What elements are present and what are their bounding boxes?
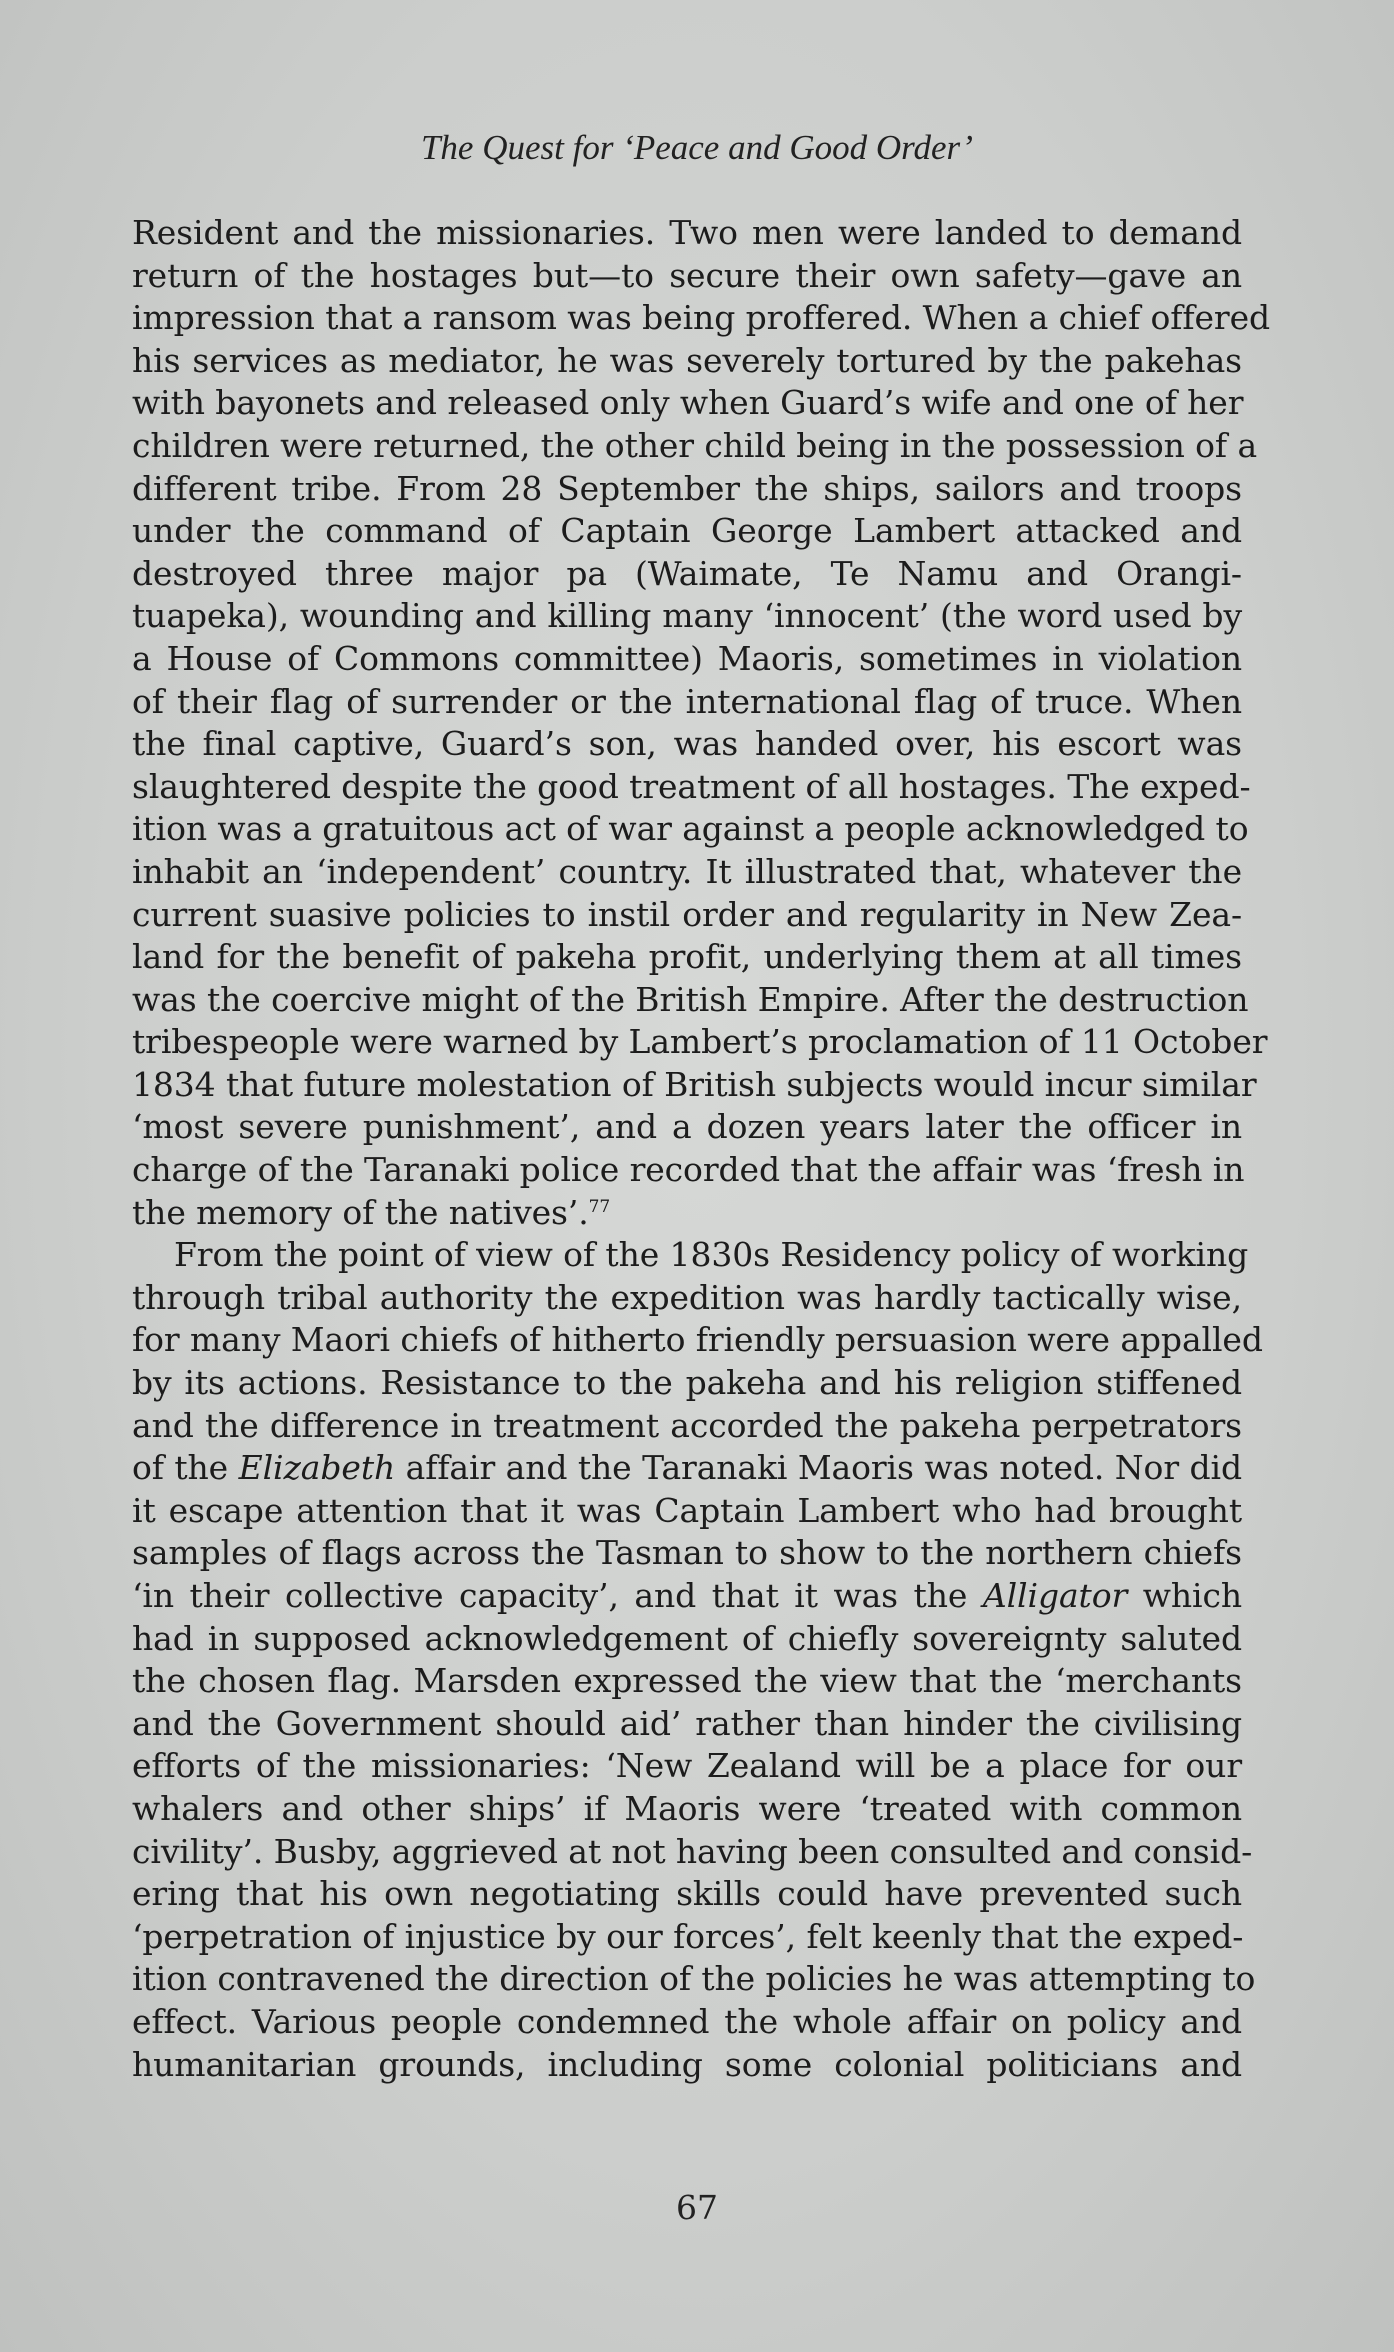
text-line: efforts of the missionaries: ‘New Zealand will be a place for our [132, 1746, 1242, 1786]
body-text [132, 212, 1271, 2086]
text-line [132, 1575, 1242, 1618]
text-line: had in supposed acknowledgement of chiefly sovereignty saluted [132, 1618, 1242, 1658]
text-line: tribespeople were warned by Lambert’s proclamation of 11 October [132, 1022, 1268, 1062]
text-line: it escape attention that it was Captain Lambert who had brought [132, 1490, 1242, 1530]
text-line-last [132, 1192, 1242, 1235]
text-line: 1834 that future molestation of British subjects would incur similar [132, 1064, 1257, 1104]
text-line: return of the hostages but—to secure their own safety—gave an [132, 255, 1242, 295]
text-line: under the command of Captain George Lambert attacked and [132, 511, 1242, 551]
text-line: a House of Commons committee) Maoris, sometimes in violation [132, 638, 1242, 678]
text-line: Resident and the missionaries. Two men were landed to demand [132, 213, 1242, 252]
text-line: slaughtered despite the good treatment of all hostages. The exped- [132, 766, 1251, 806]
text-line: ering that his own negotiating skills could have prevented such [132, 1874, 1242, 1914]
text-line: ition was a gratuitous act of war against a people acknowledged to [132, 809, 1249, 849]
text-line: whalers and other ships’ if Maoris were ‘treated with common [132, 1788, 1242, 1828]
text-line: of their flag of surrender or the international flag of truce. When [132, 681, 1242, 721]
text-line: samples of flags across the Tasman to show to the northern chiefs [132, 1533, 1242, 1573]
text-line: was the coercive might of the British Empire. After the destruction [132, 979, 1249, 1019]
text-line: humanitarian grounds, including some colonial politicians and [132, 2044, 1242, 2084]
text-segment: of the [132, 1448, 239, 1488]
ship-name-elizabeth: Elizabeth [238, 1448, 396, 1488]
text-line: his services as mediator, he was severely tortured by the pakehas [132, 340, 1242, 380]
text-line: different tribe. From 28 September the ships, sailors and troops [132, 468, 1242, 508]
text-line: inhabit an ‘independent’ country. It illustrated that, whatever the [132, 851, 1242, 891]
text-line: ‘most severe punishment’, and a dozen years later the officer in [132, 1107, 1242, 1147]
text-line: civility’. Busby, aggrieved at not having been consulted and consid- [132, 1831, 1253, 1871]
text-line: ‘perpetration of injustice by our forces’, felt keenly that the exped- [132, 1916, 1244, 1956]
text-line: with bayonets and released only when Guard’s wife and one of her [132, 383, 1244, 423]
running-head: The Quest for ‘Peace and Good Order’ [420, 128, 974, 167]
text-line-first: From the point of view of the 1830s Residency policy of working [174, 1235, 1249, 1275]
text-segment: which [1127, 1576, 1242, 1615]
text-line: children were returned, the other child being in the possession of a [132, 425, 1258, 465]
text-line: by its actions. Resistance to the pakeha and his religion stiffened [132, 1363, 1242, 1403]
text-line: effect. Various people condemned the whole affair on policy and [132, 2001, 1242, 2041]
text-line: tuapeka), wounding and killing many ‘innocent’ (the word used by [132, 596, 1242, 636]
footnote-marker: 77 [588, 1196, 611, 1217]
text-segment: ‘in their collective capacity’, and that it was the [132, 1576, 983, 1615]
text-line: impression that a ransom was being proffered. When a chief offered [132, 298, 1271, 338]
text-line: destroyed three major pa (Waimate, Te Namu and Orangi- [132, 553, 1242, 593]
text-line: the final captive, Guard’s son, was handed over, his escort was [132, 724, 1242, 764]
text-segment: affair and the Taranaki Maoris was noted. Nor did [395, 1448, 1242, 1488]
text-line: ition contravened the direction of the policies he was attempting to [132, 1959, 1256, 1999]
text-line: and the Government should aid’ rather than hinder the civilising [132, 1703, 1242, 1743]
ship-name-alligator: Alligator [982, 1576, 1128, 1615]
page-number: 67 [676, 2188, 718, 2227]
text-line: through tribal authority the expedition was hardly tactically wise, [132, 1277, 1242, 1317]
text-line: land for the benefit of pakeha profit, underlying them at all times [132, 937, 1242, 977]
text-segment: the memory of the natives’. [132, 1192, 589, 1232]
text-line: the chosen flag. Marsden expressed the view that the ‘merchants [132, 1661, 1242, 1701]
text-line [132, 1447, 1242, 1490]
text-line: for many Maori chiefs of hitherto friendly persuasion were appalled [132, 1320, 1263, 1360]
text-line: current suasive policies to instil order and regularity in New Zea- [132, 894, 1242, 934]
text-line: charge of the Taranaki police recorded that the affair was ‘fresh in [132, 1150, 1245, 1190]
text-line: and the difference in treatment accorded the pakeha perpetrators [132, 1405, 1242, 1445]
